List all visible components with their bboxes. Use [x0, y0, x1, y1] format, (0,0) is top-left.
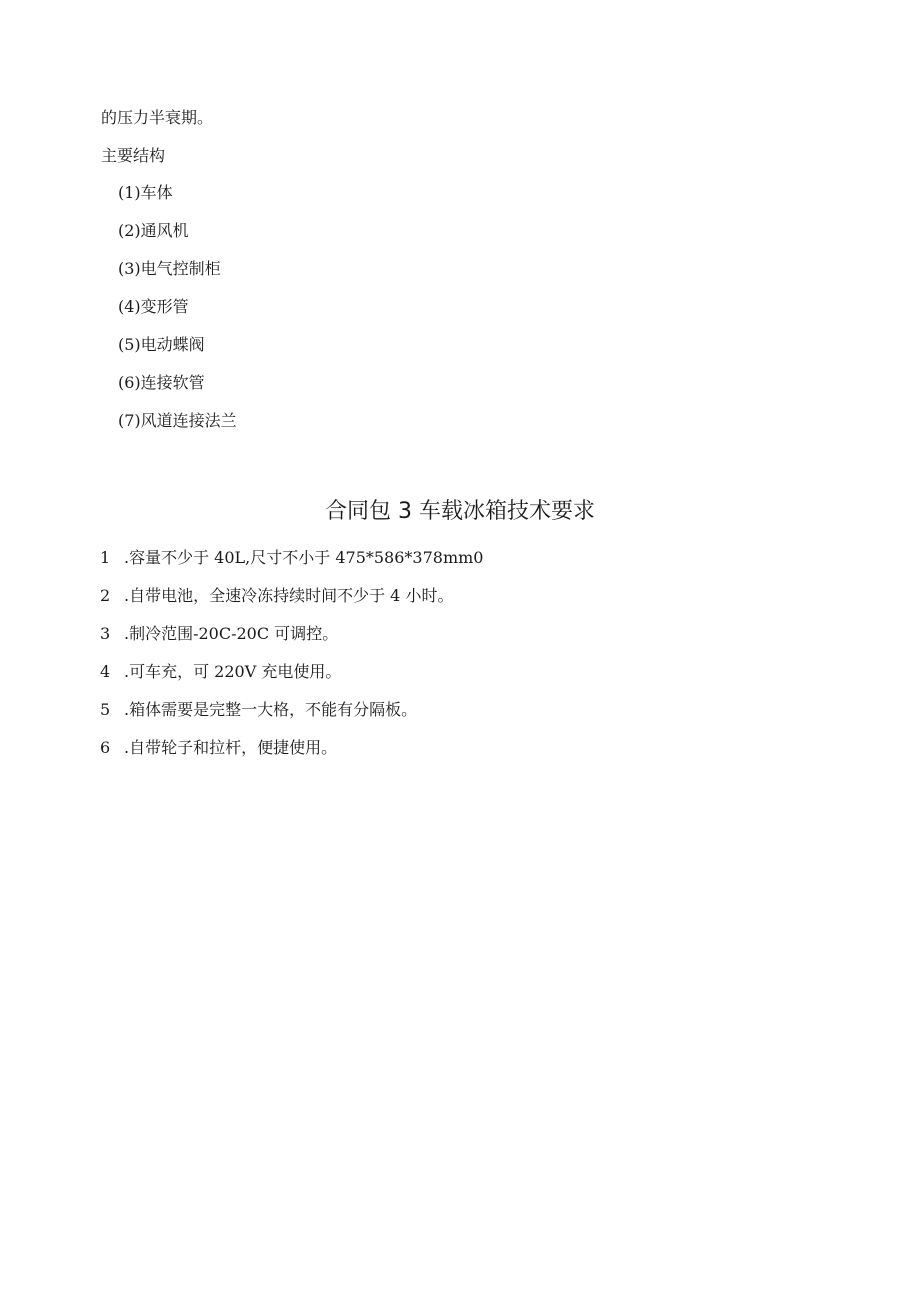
requirement-item — [100, 700, 417, 720]
requirement-item — [100, 738, 337, 758]
requirement-number: 4 — [100, 662, 111, 681]
requirement-text: .自带电池，全速冷冻持续时间不少于 4 小时。 — [124, 586, 454, 605]
structure-heading: 主要结构 — [101, 146, 166, 165]
requirement-text: .制冷范围-20C-20C 可调控。 — [124, 624, 339, 643]
requirement-item — [100, 586, 453, 606]
structure-item: (4)变形管 — [118, 297, 189, 316]
structure-item: (7)风道连接法兰 — [118, 411, 237, 430]
structure-item: (6)连接软管 — [118, 373, 205, 392]
structure-item: (5)电动蝶阀 — [118, 335, 205, 354]
requirement-item — [100, 624, 338, 644]
structure-item: (1)车体 — [118, 183, 173, 202]
requirement-text: .自带轮子和拉杆，便捷使用。 — [124, 738, 338, 757]
requirement-number: 6 — [100, 738, 111, 757]
requirement-number: 3 — [100, 624, 111, 643]
intro-paragraph-tail: 的压力半衰期。 — [101, 108, 214, 127]
requirement-item — [100, 662, 341, 682]
requirement-number: 1 — [100, 548, 111, 567]
requirement-text: .可车充，可 220V 充电使用。 — [124, 662, 342, 681]
structure-item: (3)电气控制柜 — [118, 259, 221, 278]
section-title: 合同包 3 车载冰箱技术要求 — [325, 499, 595, 524]
requirement-item — [100, 548, 483, 568]
requirement-number: 2 — [100, 586, 111, 605]
requirement-text: .容量不少于 40L,尺寸不小于 475*586*378mm0 — [124, 548, 484, 567]
requirement-number: 5 — [100, 700, 111, 719]
structure-item: (2)通风机 — [118, 221, 189, 240]
requirement-text: .箱体需要是完整一大格，不能有分隔板。 — [124, 700, 418, 719]
